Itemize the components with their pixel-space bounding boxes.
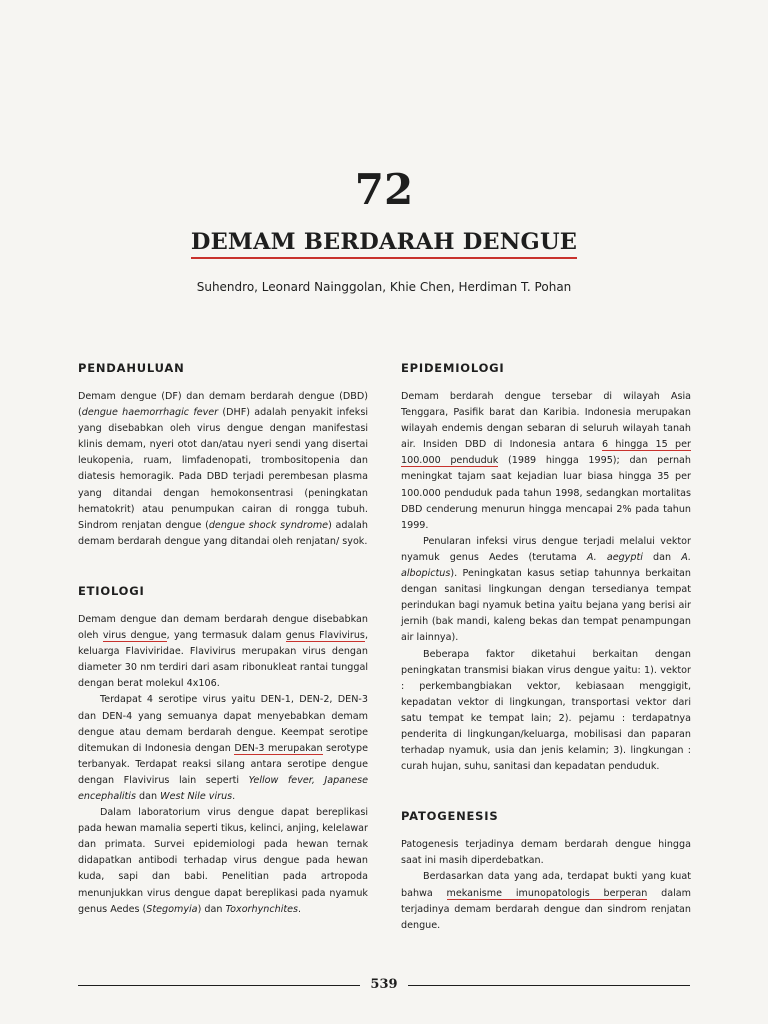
patogenesis-paragraph-2: Berdasarkan data yang ada, terdapat bukti yang kuat bahwa mekanisme imunopatologis berperan dalam terjadinya demam berdarah dengue dan sindrom renjatan dengue. xyxy=(401,871,691,931)
heading-pendahuluan: PENDAHULUAN xyxy=(78,361,185,375)
patogenesis-paragraph-1: Patogenesis terjadinya demam berdarah dengue hingga saat ini masih diperdebatkan. xyxy=(401,839,691,867)
chapter-title-wrap xyxy=(0,228,768,259)
authors: Suhendro, Leonard Nainggolan, Khie Chen, Herdiman T. Pohan xyxy=(196,280,572,294)
epidemiologi-paragraph-2: Penularan infeksi virus dengue terjadi melalui vektor nyamuk genus Aedes (terutama A. aegypti dan A. albopictus). Peningkatan kasus setiap tahunnya berkaitan dengan sanitasi lingkungan dengan tersedianya tempat perindukan bagi nyamuk betina yaitu bejana yang berisi air jernih (bak mandi, kaleng bekas dan tempat penampungan air lainnya). xyxy=(401,535,692,644)
etiologi-paragraph-2: Terdapat 4 serotipe virus yaitu DEN-1, DEN-2, DEN-3 dan DEN-4 yang semuanya dapat menyebabkan demam dengue atau demam berdarah dengue. Keempat serotipe ditemukan di Indonesia dengan DEN-3 merupakan serotype terbanyak. Terdapat reaksi silang antara serotipe dengue dengan Flavivirus lain seperti Yellow fever, Japanese encephalitis dan West Nile virus. xyxy=(78,694,368,802)
heading-patogenesis: PATOGENESIS xyxy=(401,809,499,824)
pendahuluan-paragraph: Demam dengue (DF) dan demam berdarah dengue (DBD) (dengue haemorrhagic fever (DHF) adalah penyakit infeksi yang disebabkan oleh virus dengue dengan manifestasi klinis demam, nyeri otot dan/atau nyeri sendi yang disertai leukopenia, ruam, limfadenopati, trombositopenia dan diatesis hemoragik. Pada DBD terjadi perembesan plasma yang ditandai dengan hemokonsentrasi (peningkatan hematokrit) atau penumpukan cairan di rongga tubuh. Sindrom renjatan dengue (dengue shock syndrome) adalah demam berdarah dengue yang ditandai oleh renjatan/ syok. xyxy=(78,391,368,547)
right-column xyxy=(401,360,691,934)
heading-epidemiologi: EPIDEMIOLOGI xyxy=(401,361,505,375)
page-number: 539 xyxy=(370,977,398,992)
heading-etiologi: ETIOLOGI xyxy=(78,583,145,598)
page-footer xyxy=(78,975,690,995)
epidemiologi-paragraph-1: Demam berdarah dengue tersebar di wilayah Asia Tenggara, Pasifik barat dan Karibia. Indonesia merupakan wilayah endemis dengan sebaran di seluruh wilayah tanah air. Insiden DBD di Indonesia antara 6 hingga 15 per 100.000 penduduk (1989 hingga 1995); dan pernah meningkat tajam saat kejadian luar biasa hingga 35 per 100.000 penduduk pada tahun 1998, sedangkan mortalitas DBD cenderung menurun hingga mencapai 2% pada tahun 1999. xyxy=(401,391,691,531)
chapter-number: 72 xyxy=(354,165,414,214)
footer-rule-right xyxy=(408,985,690,986)
etiologi-paragraph-1: Demam dengue dan demam berdarah dengue disebabkan oleh virus dengue, yang termasuk dalam genus Flavivirus, keluarga Flaviviridae. Flavivirus merupakan virus dengan diameter 30 nm terdiri dari asam ribonukleat rantai tunggal dengan berat molekul 4x106. xyxy=(78,613,368,690)
etiologi-paragraph-3: Dalam laboratorium virus dengue dapat bereplikasi pada hewan mamalia seperti tikus, kelinci, anjing, kelelawar dan primata. Survei epidemiologi pada hewan ternak didapatkan antibodi terhadap virus dengue pada hewan kuda, sapi dan babi. Penelitian pada artropoda menunjukkan virus dengue dapat bereplikasi pada nyamuk genus Aedes (Stegomyia) dan Toxorhynchites. xyxy=(78,807,368,915)
epidemiologi-paragraph-3: Beberapa faktor diketahui berkaitan dengan peningkatan transmisi biakan virus dengue yaitu: 1). vektor : perkembangbiakan vektor, kebiasaan menggigit, kepadatan vektor di lingkungan, transportasi vektor dari satu tempat ke tempat lain; 2). pejamu : terdapatnya penderita di lingkungan/keluarga, mobilisasi dan paparan terhadap nyamuk, usia dan jenis kelamin; 3). lingkungan : curah hujan, suhu, sanitasi dan kepadatan penduduk. xyxy=(401,648,691,773)
left-column xyxy=(78,360,368,918)
chapter-title: DEMAM BERDARAH DENGUE xyxy=(191,228,577,259)
